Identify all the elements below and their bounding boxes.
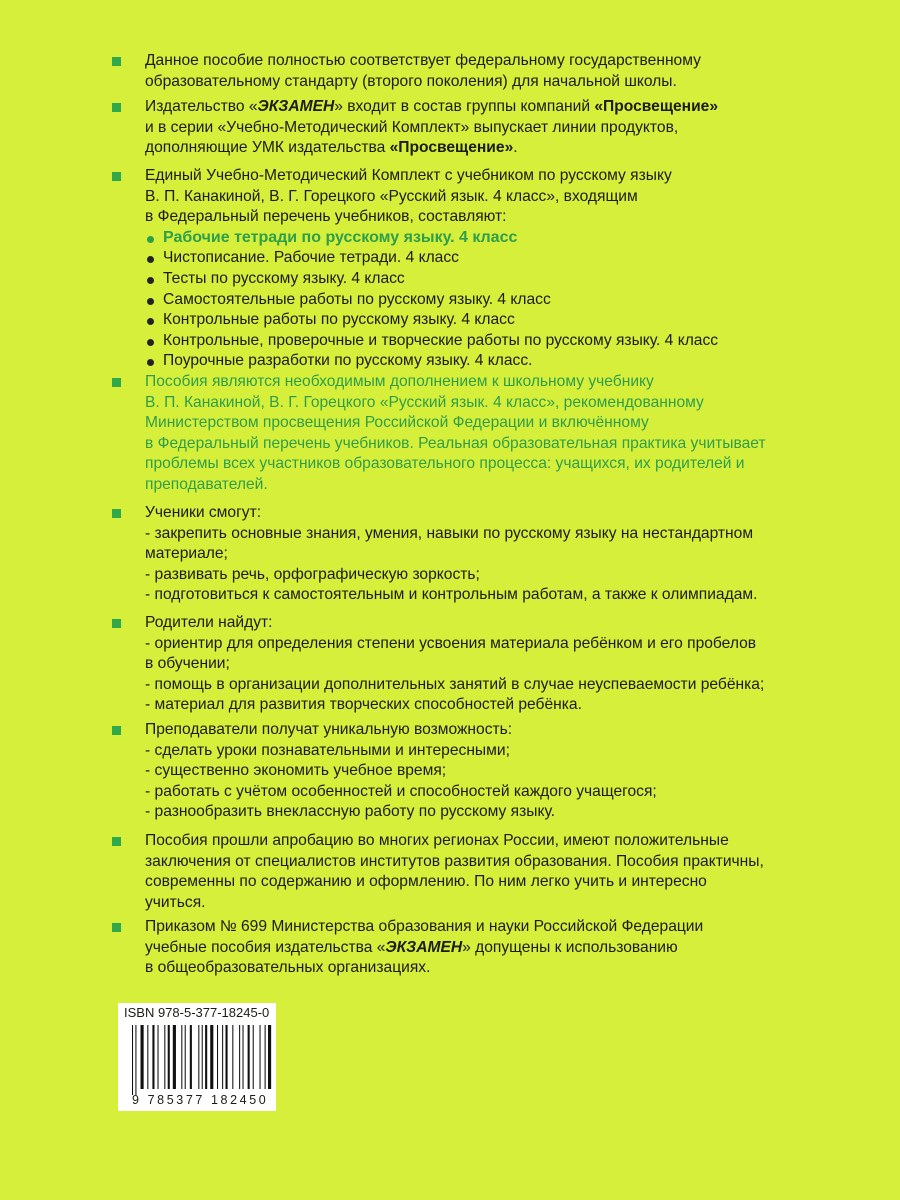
text-line: заключения от специалистов институтов развития образования. Пособия практичны,: [145, 852, 764, 870]
info-section: [145, 372, 865, 496]
barcode-bar: [152, 1025, 154, 1089]
text-line: учиться.: [145, 893, 206, 911]
text-line: [145, 938, 865, 959]
barcode-bar: [248, 1025, 250, 1089]
info-section: [145, 166, 865, 372]
barcode-bar: [198, 1025, 199, 1089]
barcode-bar: [202, 1025, 203, 1089]
barcode-bars: [132, 1025, 272, 1095]
text-segment: » допущены к использованию: [462, 938, 678, 956]
barcode-bar: [210, 1025, 213, 1089]
barcode-bar: [205, 1025, 207, 1089]
text-line: Преподаватели получат уникальную возможность:: [145, 721, 513, 738]
barcode-bar: [168, 1025, 170, 1089]
text-line: В. П. Канакиной, В. Г. Горецкого «Русский язык. 4 класс», входящим: [145, 187, 638, 205]
barcode-bar: [158, 1025, 159, 1089]
square-bullet-icon: [112, 509, 121, 518]
text-segment: » входит в состав группы компаний: [334, 98, 595, 115]
text-line: [145, 138, 865, 159]
text-line: - подготовиться к самостоятельным и контрольным работам, а также к олимпиадам.: [145, 586, 758, 604]
text-line: в Федеральный перечень учебников, составляют:: [145, 208, 507, 226]
text-segment: ЭКЗАМЕН: [385, 938, 463, 956]
square-bullet-icon: [112, 837, 121, 846]
square-bullet-icon: [112, 923, 121, 932]
barcode-bar: [147, 1025, 148, 1089]
info-section: [145, 97, 865, 159]
text-line: - сделать уроки познавательными и интересными;: [145, 741, 510, 759]
text-line: Единый Учебно-Методический Комплект с учебником по русскому языку: [145, 167, 672, 184]
barcode-bar: [185, 1025, 186, 1089]
square-bullet-icon: [112, 378, 121, 387]
text-line: - разнообразить внеклассную работу по русскому языку.: [145, 803, 556, 821]
barcode-bar: [268, 1025, 271, 1089]
product-list-item: Контрольные, проверочные и творческие работы по русскому языку. 4 класс: [145, 331, 865, 352]
text-segment: дополняющие УМК издательства: [145, 139, 390, 157]
info-section: [145, 831, 865, 913]
text-line: Данное пособие полностью соответствует федеральному государственному: [145, 52, 701, 69]
text-line: [145, 97, 865, 118]
text-line: в общеобразовательных организациях.: [145, 959, 431, 977]
barcode-bar: [132, 1025, 133, 1095]
info-section: [145, 51, 865, 92]
barcode-digits: 9 785377 182450: [132, 1093, 269, 1107]
barcode-bar: [222, 1025, 223, 1089]
text-line: Приказом № 699 Министерства образования и науки Российской Федерации: [145, 918, 704, 935]
barcode-bar: [141, 1025, 144, 1089]
text-line: Министерством просвещения Российской Федерации и включённому: [145, 414, 649, 432]
text-line: Ученики смогут:: [145, 504, 262, 521]
info-section: [145, 613, 865, 716]
barcode-bar: [260, 1025, 261, 1089]
product-list-item: Тесты по русскому языку. 4 класс: [145, 269, 865, 290]
square-bullet-icon: [112, 619, 121, 628]
product-list-item: Рабочие тетради по русскому языку. 4 класс: [145, 228, 865, 249]
text-line: - существенно экономить учебное время;: [145, 762, 447, 780]
text-line: Родители найдут:: [145, 614, 273, 631]
square-bullet-icon: [112, 57, 121, 66]
square-bullet-icon: [112, 172, 121, 181]
text-line: - работать с учётом особенностей и способностей каждого учащегося;: [145, 782, 657, 800]
text-segment: учебные пособия издательства «: [145, 938, 386, 956]
text-line: в обучении;: [145, 655, 230, 673]
barcode-bar: [181, 1025, 182, 1089]
text-segment: «Просвещение»: [594, 98, 719, 115]
text-line: - материал для развития творческих способностей ребёнка.: [145, 696, 582, 714]
isbn-text: ISBN 978-5-377-18245-0: [124, 1005, 270, 1020]
text-line: современны по содержанию и оформлению. По ним легко учить и интересно: [145, 873, 707, 891]
text-line: В. П. Канакиной, В. Г. Горецкого «Русский язык. 4 класс», рекомендованному: [145, 393, 704, 411]
product-list-item: Поурочные разработки по русскому языку. 4 класс.: [145, 351, 865, 372]
product-list-item: Чистописание. Рабочие тетради. 4 класс: [145, 248, 865, 269]
info-section: [145, 503, 865, 606]
barcode-bar: [243, 1025, 244, 1089]
product-list-item: Контрольные работы по русскому языку. 4 класс: [145, 310, 865, 331]
barcode-bar: [239, 1025, 240, 1089]
text-line: - помощь в организации дополнительных занятий в случае неуспеваемости ребёнка;: [145, 675, 765, 693]
text-line: - закрепить основные знания, умения, навыки по русскому языку на нестандартном: [145, 524, 754, 542]
product-list-item: Самостоятельные работы по русскому языку. 4 класс: [145, 290, 865, 311]
text-segment: .: [513, 139, 518, 157]
barcode-bar: [232, 1025, 233, 1089]
isbn-barcode: [118, 1003, 276, 1111]
barcode-bar: [135, 1025, 136, 1095]
info-section: [145, 917, 865, 979]
text-line: материале;: [145, 545, 228, 563]
text-line: проблемы всех участников образовательного процесса: учащихся, их родителей и: [145, 455, 745, 473]
square-bullet-icon: [112, 103, 121, 112]
text-segment: ЭКЗАМЕН: [257, 98, 335, 115]
barcode-bar: [190, 1025, 192, 1089]
text-line: - ориентир для определения степени усвоения материала ребёнком и его пробелов: [145, 634, 757, 652]
barcode-bar: [265, 1025, 266, 1089]
square-bullet-icon: [112, 726, 121, 735]
barcode-bar: [226, 1025, 228, 1089]
barcode-bar: [164, 1025, 165, 1089]
barcode-bar: [217, 1025, 218, 1089]
barcode-bar: [173, 1025, 176, 1089]
text-line: Пособия прошли апробацию во многих регионах России, имеют положительные: [145, 832, 729, 849]
text-line: Пособия являются необходимым дополнением к школьному учебнику: [145, 373, 654, 390]
text-segment: Издательство «: [145, 98, 258, 115]
text-line: в Федеральный перечень учебников. Реальная образовательная практика учитывает: [145, 434, 766, 452]
barcode-bar: [253, 1025, 254, 1089]
text-line: - развивать речь, орфографическую зоркость;: [145, 565, 480, 583]
text-segment: «Просвещение»: [389, 139, 514, 157]
text-line: и в серии «Учебно-Методический Комплект» выпускает линии продуктов,: [145, 118, 679, 136]
text-line: преподавателей.: [145, 475, 268, 493]
text-line: образовательному стандарту (второго поколения) для начальной школы.: [145, 72, 677, 90]
info-section: [145, 720, 865, 823]
